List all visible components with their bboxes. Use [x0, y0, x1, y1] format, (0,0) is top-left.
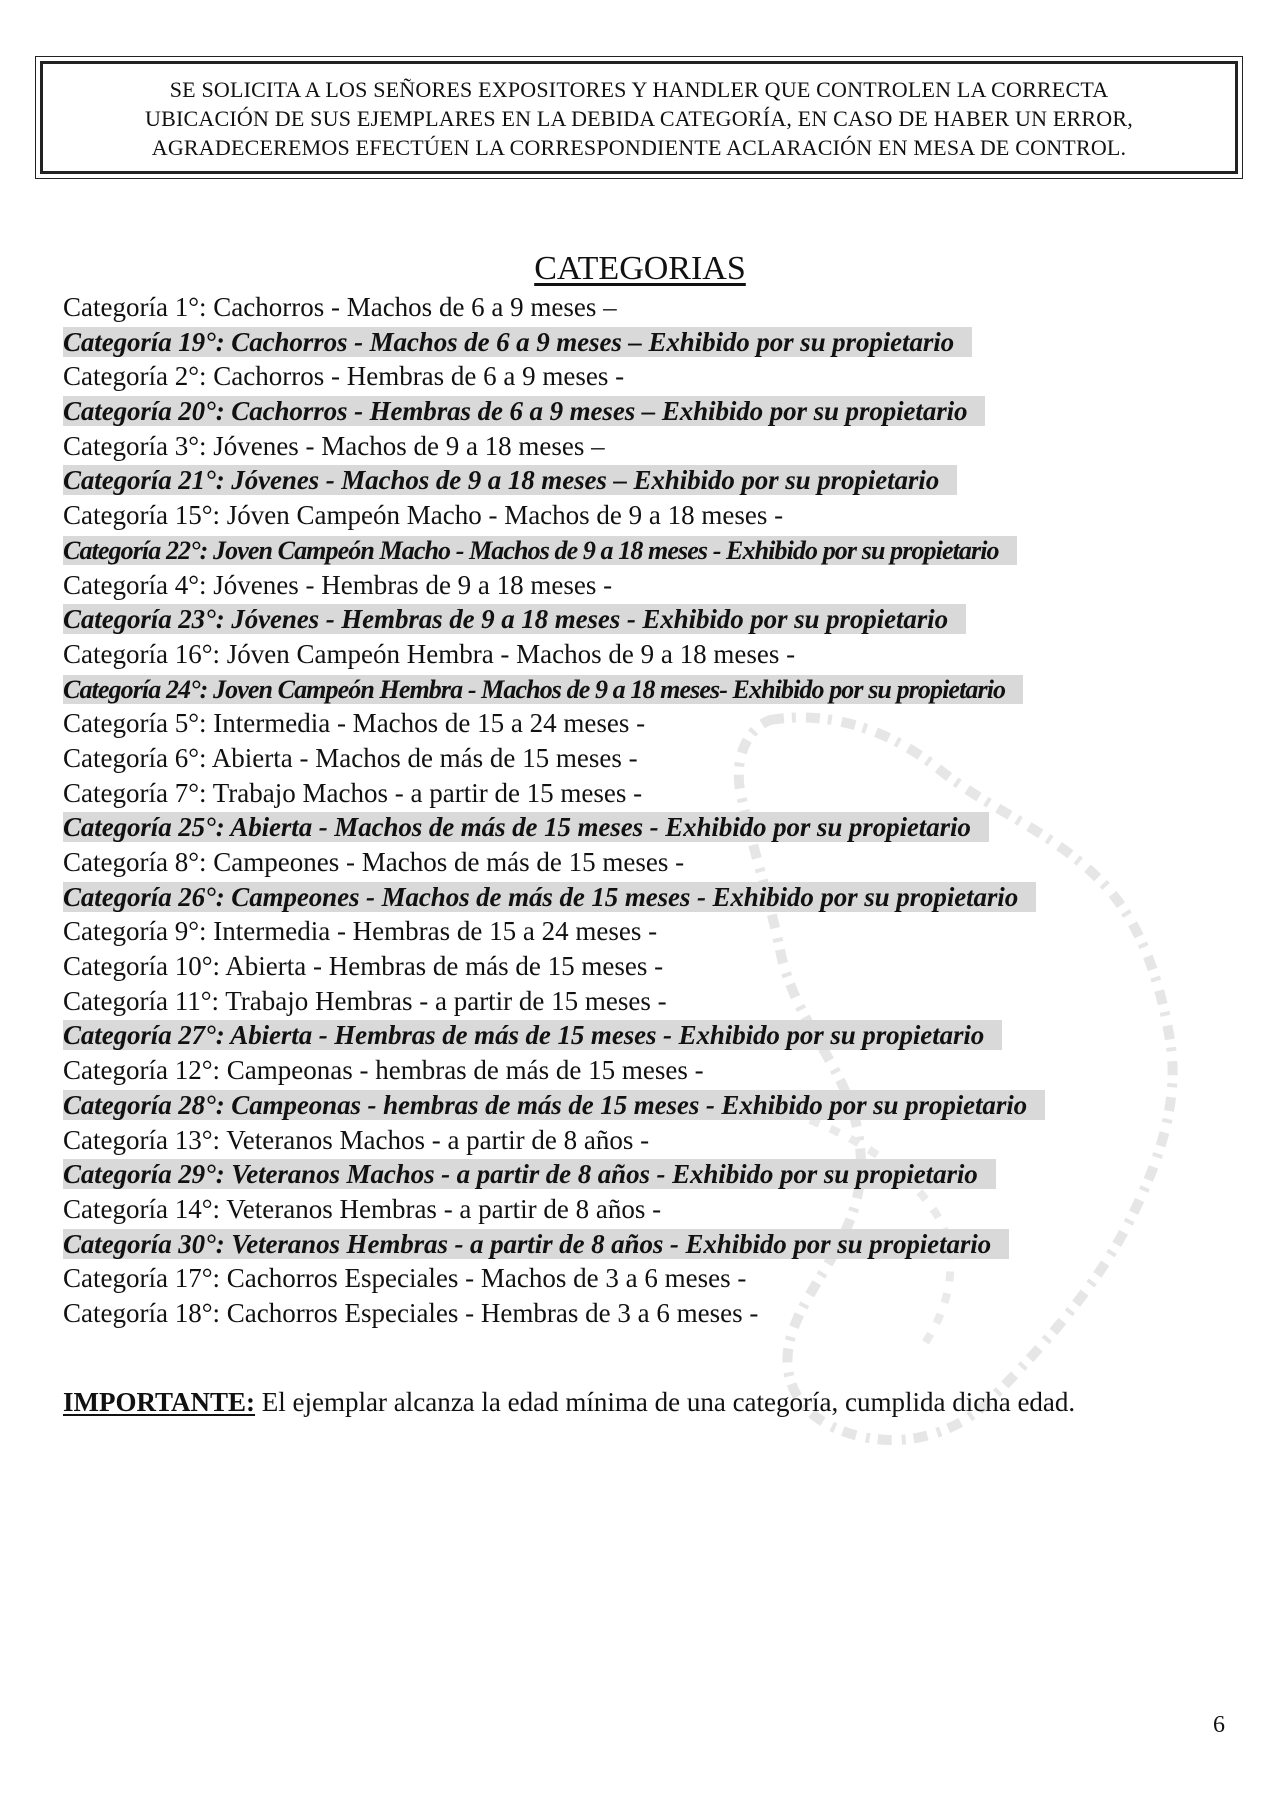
category-text: Categoría 30°: Veteranos Hembras - a partir de 8 años - Exhibido por su propietario [63, 1229, 1009, 1259]
category-text: Categoría 11°: Trabajo Hembras - a partir de 15 meses - [63, 985, 667, 1016]
category-row-owner-exhibited [63, 464, 1243, 499]
category-row [63, 360, 1243, 395]
notice-line-3: AGRADECEREMOS EFECTÚEN LA CORRESPONDIENTE ACLARACIÓN EN MESA DE CONTROL. [151, 135, 1127, 160]
category-text: Categoría 8°: Campeones - Machos de más de 15 meses - [63, 847, 685, 877]
category-text: Categoría 27°: Abierta - Hembras de más de 15 meses - Exhibido por su propietario [63, 1020, 1002, 1050]
category-text: Categoría 22°: Joven Campeón Macho - Machos de 9 a 18 meses - Exhibido por su propietario [63, 536, 1017, 565]
category-row [63, 430, 1243, 465]
category-row [63, 569, 1243, 604]
category-row [63, 1193, 1243, 1228]
category-row [63, 915, 1243, 950]
category-row-owner-exhibited [63, 534, 1243, 569]
category-row-owner-exhibited [63, 395, 1243, 430]
notice-text [51, 75, 1227, 162]
category-text: Categoría 14°: Veteranos Hembras - a partir de 8 años - [63, 1193, 662, 1224]
category-list [63, 291, 1243, 1332]
category-text: Categoría 12°: Campeonas - hembras de más de 15 meses - [63, 1055, 704, 1086]
category-text: Categoría 1°: Cachorros - Machos de 6 a 9 meses – [63, 292, 617, 322]
notice-box [40, 61, 1238, 174]
category-row [63, 707, 1243, 742]
category-text: Categoría 18°: Cachorros Especiales - Hembras de 3 a 6 meses - [63, 1297, 759, 1328]
category-row [63, 846, 1243, 881]
category-row [63, 638, 1243, 673]
category-row-owner-exhibited [63, 1019, 1243, 1054]
category-row [63, 1262, 1243, 1297]
category-text: Categoría 4°: Jóvenes - Hembras de 9 a 18 meses - [63, 569, 613, 600]
category-text: Categoría 7°: Trabajo Machos - a partir de 15 meses - [63, 777, 643, 808]
category-row-owner-exhibited [63, 673, 1243, 708]
category-row [63, 950, 1243, 985]
category-row [63, 1124, 1243, 1159]
category-row-owner-exhibited [63, 1228, 1243, 1263]
category-text: Categoría 21°: Jóvenes - Machos de 9 a 18 meses – Exhibido por su propietario [63, 465, 957, 495]
category-text: Categoría 16°: Jóven Campeón Hembra - Machos de 9 a 18 meses - [63, 638, 796, 669]
category-row [63, 291, 1243, 326]
category-text: Categoría 2°: Cachorros - Hembras de 6 a 9 meses - [63, 361, 625, 392]
category-row [63, 985, 1243, 1020]
category-text: Categoría 10°: Abierta - Hembras de más de 15 meses - [63, 951, 664, 982]
category-row [63, 742, 1243, 777]
category-row-owner-exhibited [63, 811, 1243, 846]
category-text: Categoría 24°: Joven Campeón Hembra - Machos de 9 a 18 meses- Exhibido por su propietario [63, 675, 1023, 704]
category-text: Categoría 3°: Jóvenes - Machos de 9 a 18 meses – [63, 430, 605, 461]
page-number: 6 [1213, 1712, 1225, 1738]
category-row [63, 777, 1243, 812]
notice-line-1: SE SOLICITA A LOS SEÑORES EXPOSITORES Y HANDLER QUE CONTROLEN LA CORRECTA [169, 77, 1109, 102]
important-note [63, 1387, 1075, 1418]
category-text: Categoría 19°: Cachorros - Machos de 6 a 9 meses – Exhibido por su propietario [63, 327, 972, 357]
category-text: Categoría 9°: Intermedia - Hembras de 15 a 24 meses - [63, 916, 658, 947]
category-row-owner-exhibited [63, 881, 1243, 916]
important-text: El ejemplar alcanza la edad mínima de una categoría, cumplida dicha edad. [261, 1387, 1076, 1417]
category-text: Categoría 13°: Veteranos Machos - a partir de 8 años - [63, 1124, 650, 1155]
category-row [63, 499, 1243, 534]
category-text: Categoría 6°: Abierta - Machos de más de 15 meses - [63, 742, 638, 773]
category-text: Categoría 26°: Campeones - Machos de más de 15 meses - Exhibido por su propietario [63, 882, 1036, 912]
category-text: Categoría 17°: Cachorros Especiales - Machos de 3 a 6 meses - [63, 1263, 747, 1294]
category-row-owner-exhibited [63, 1089, 1243, 1124]
category-row-owner-exhibited [63, 603, 1243, 638]
category-row-owner-exhibited [63, 326, 1243, 361]
notice-line-2: UBICACIÓN DE SUS EJEMPLARES EN LA DEBIDA CATEGORÍA, EN CASO DE HABER UN ERROR, [145, 106, 1133, 131]
category-text: Categoría 25°: Abierta - Machos de más de 15 meses - Exhibido por su propietario [63, 812, 989, 842]
page-title: CATEGORIAS [534, 250, 746, 287]
category-row [63, 1297, 1243, 1332]
category-text: Categoría 29°: Veteranos Machos - a partir de 8 años - Exhibido por su propietario [63, 1159, 996, 1189]
category-text: Categoría 5°: Intermedia - Machos de 15 a 24 meses - [63, 708, 646, 739]
category-row [63, 1054, 1243, 1089]
category-text: Categoría 20°: Cachorros - Hembras de 6 a 9 meses – Exhibido por su propietario [63, 396, 985, 426]
category-text: Categoría 23°: Jóvenes - Hembras de 9 a 18 meses - Exhibido por su propietario [63, 604, 966, 634]
category-text: Categoría 15°: Jóven Campeón Macho - Machos de 9 a 18 meses - [63, 500, 784, 531]
important-label: IMPORTANTE: [63, 1387, 256, 1417]
category-text: Categoría 28°: Campeonas - hembras de más de 15 meses - Exhibido por su propietario [63, 1090, 1045, 1120]
category-row-owner-exhibited [63, 1158, 1243, 1193]
